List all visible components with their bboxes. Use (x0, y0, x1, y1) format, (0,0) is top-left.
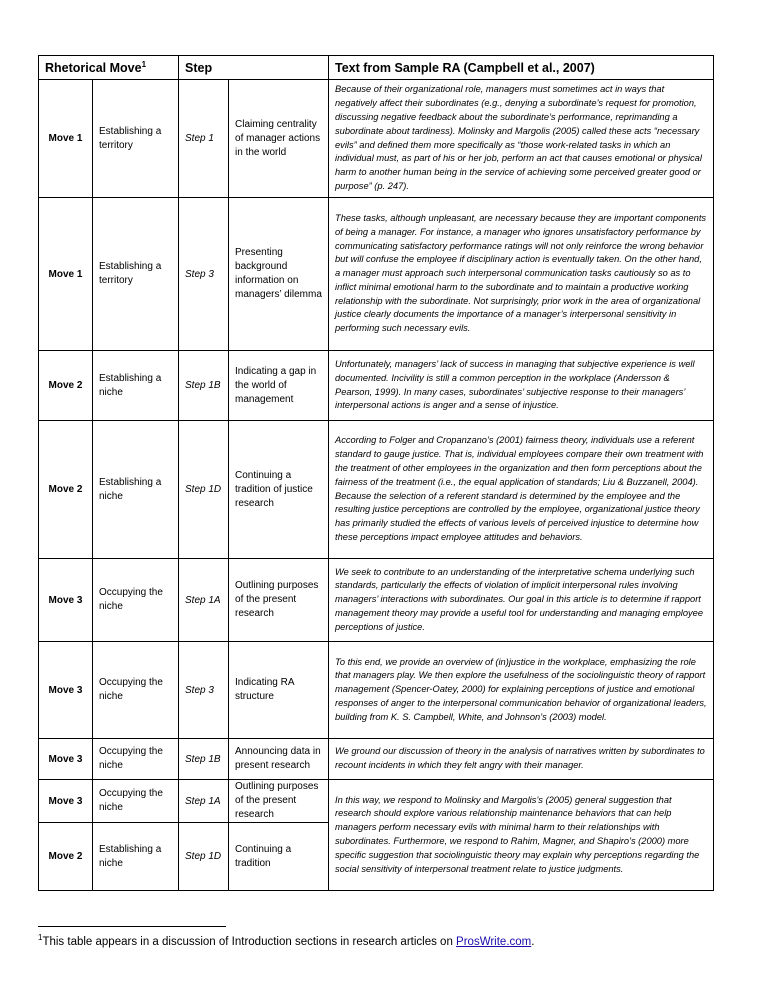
step-number-cell: Step 3 (179, 642, 229, 739)
sample-text-cell: To this end, we provide an overview of (in)justice in the workplace, emphasizing the role that managers play. We then explore the usefulness of the sociolinguistic theory of rapport management (Spencer-Oatey, 2000) for explaining perceptions of justice and emotional responses of anger to the interpersonal communication behavior of organizational leaders, building from K. S. Campbell, White, and Johnson’s (2003) model. (329, 642, 714, 739)
footnote-text: This table appears in a discussion of Introduction sections in research articles on (42, 935, 457, 948)
sample-text-cell: Because of their organizational role, managers must sometimes act in ways that negatively affect their subordinates (e.g., denying a subordinate’s request for promotion, discussing negative feedback about the subordinate’s performance, reprimanding a subordinate about tardiness). Molinsky and Margolis (2005) called these acts “necessary evils” and defined them more specifically as “those work-related tasks in which an individual must, as part of his or her job, perform an act that causes emotional or physical harm to another human being in the service of achieving some perceived greater good or purpose” (p. 247). (329, 80, 714, 198)
move-cell: Move 2 (39, 823, 93, 891)
footnote-marker: 1 (38, 933, 43, 942)
table-header-row (39, 56, 714, 80)
move-cell: Move 2 (39, 421, 93, 559)
footnote (38, 933, 534, 948)
move-label-cell: Establishing a territory (93, 80, 179, 198)
step-description-cell: Presenting background information on managers’ dilemma (229, 198, 329, 351)
table-row (39, 739, 714, 780)
header-sample-text: Text from Sample RA (Campbell et al., 2007) (329, 56, 714, 80)
move-label-cell: Establishing a niche (93, 351, 179, 421)
move-label-cell: Establishing a territory (93, 198, 179, 351)
step-description-cell: Outlining purposes of the present research (229, 559, 329, 642)
table-row (39, 642, 714, 739)
proswrite-link[interactable]: ProsWrite.com (456, 935, 532, 948)
sample-text-cell: According to Folger and Cropanzano’s (2001) fairness theory, individuals use a referent standard to gauge justice. That is, individual employees compare their own treatment with the treatment of other employees in the organization and then form perceptions about the fairness of the treatment (i.e., the equal application of standards; Liu & Buzzanell, 2004). Because the selection of a referent standard is determined by the employee and the resulting justice perceptions are controlled by the employee, organizational justice theory has primarily studied the effects of various levels of perceived injustice to determine how these perceptions impact employee attitudes and behaviors. (329, 421, 714, 559)
step-description-cell: Announcing data in present research (229, 739, 329, 780)
move-cell: Move 3 (39, 559, 93, 642)
step-description-cell: Claiming centrality of manager actions in the world (229, 80, 329, 198)
step-number-cell: Step 3 (179, 198, 229, 351)
move-label-cell: Occupying the niche (93, 739, 179, 780)
move-label-cell: Establishing a niche (93, 421, 179, 559)
move-label-cell: Occupying the niche (93, 559, 179, 642)
step-number-cell: Step 1D (179, 823, 229, 891)
move-cell: Move 3 (39, 780, 93, 823)
sample-text-cell: Unfortunately, managers’ lack of success in managing that subjective experience is well documented. Incivility is still a common perception in the workplace (Andersson & Pearson, 1999). In many cases, subordinates’ subjective response to their managers’ interpersonal actions is anger and a sense of injustice. (329, 351, 714, 421)
rhetorical-moves-table (38, 55, 714, 891)
step-number-cell: Step 1B (179, 351, 229, 421)
table-row (39, 351, 714, 421)
move-label-cell: Occupying the niche (93, 780, 179, 823)
table-row (39, 80, 714, 198)
sample-text-cell: These tasks, although unpleasant, are necessary because they are important components of being a manager. For instance, a manager who ignores unsatisfactory performance by communicating satisfactory performance ratings will not only reinforce the wrong behavior but will confuse the employee if disciplinary action is eventually taken. On the other hand, a manager must approach such interpersonal communication tasks cautiously so as to inflict minimal emotional harm to the subordinate and to maintain a productive working relationship with the subordinate. Not surprisingly, prior work in the area of organizational justice clearly documents the importance of a manager’s interpersonal sensitivity in performing such necessary evils. (329, 198, 714, 351)
table-row (39, 559, 714, 642)
step-number-cell: Step 1B (179, 739, 229, 780)
sample-text-cell: We ground our discussion of theory in the analysis of narratives written by subordinates to recount incidents in which they felt angry with their manager. (329, 739, 714, 780)
move-label-cell: Occupying the niche (93, 642, 179, 739)
step-description-cell: Indicating a gap in the world of management (229, 351, 329, 421)
table-row (39, 421, 714, 559)
header-step: Step (179, 56, 329, 80)
header-rhetorical-move: Rhetorical Move$^1$ (39, 56, 179, 80)
sample-text-cell: We seek to contribute to an understanding of the interpretative schema underlying such standards, particularly the effects of violation of implicit interpersonal rules involving managers’ interactions with subordinates. Our goal in this article is to determine if rapport management theory may provide a useful tool for understanding and managing employee perceptions of justice. (329, 559, 714, 642)
move-cell: Move 3 (39, 739, 93, 780)
step-description-cell: Continuing a tradition (229, 823, 329, 891)
move-cell: Move 1 (39, 80, 93, 198)
move-cell: Move 3 (39, 642, 93, 739)
footnote-end: . (531, 935, 535, 948)
table-row (39, 198, 714, 351)
move-label-cell: Establishing a niche (93, 823, 179, 891)
table-row (39, 780, 714, 823)
footnote-divider (38, 926, 226, 927)
move-cell: Move 1 (39, 198, 93, 351)
step-description-cell: Outlining purposes of the present research (229, 780, 329, 823)
step-number-cell: Step 1A (179, 780, 229, 823)
step-number-cell: Step 1A (179, 559, 229, 642)
sample-text-cell: In this way, we respond to Molinsky and Margolis’s (2005) general suggestion that research should explore various relationship maintenance behaviors that can help managers perform necessary evils with minimal harm to their relationships with subordinates. Furthermore, we respond to Rahim, Magner, and Shapiro’s (2000) more specific suggestion that sociolinguistic theory may explain why perceptions regarding the social sensitivity of interpersonal treatment relate to justice judgments. (329, 780, 714, 891)
step-number-cell: Step 1D (179, 421, 229, 559)
step-description-cell: Indicating RA structure (229, 642, 329, 739)
step-description-cell: Continuing a tradition of justice research (229, 421, 329, 559)
step-number-cell: Step 1 (179, 80, 229, 198)
move-cell: Move 2 (39, 351, 93, 421)
